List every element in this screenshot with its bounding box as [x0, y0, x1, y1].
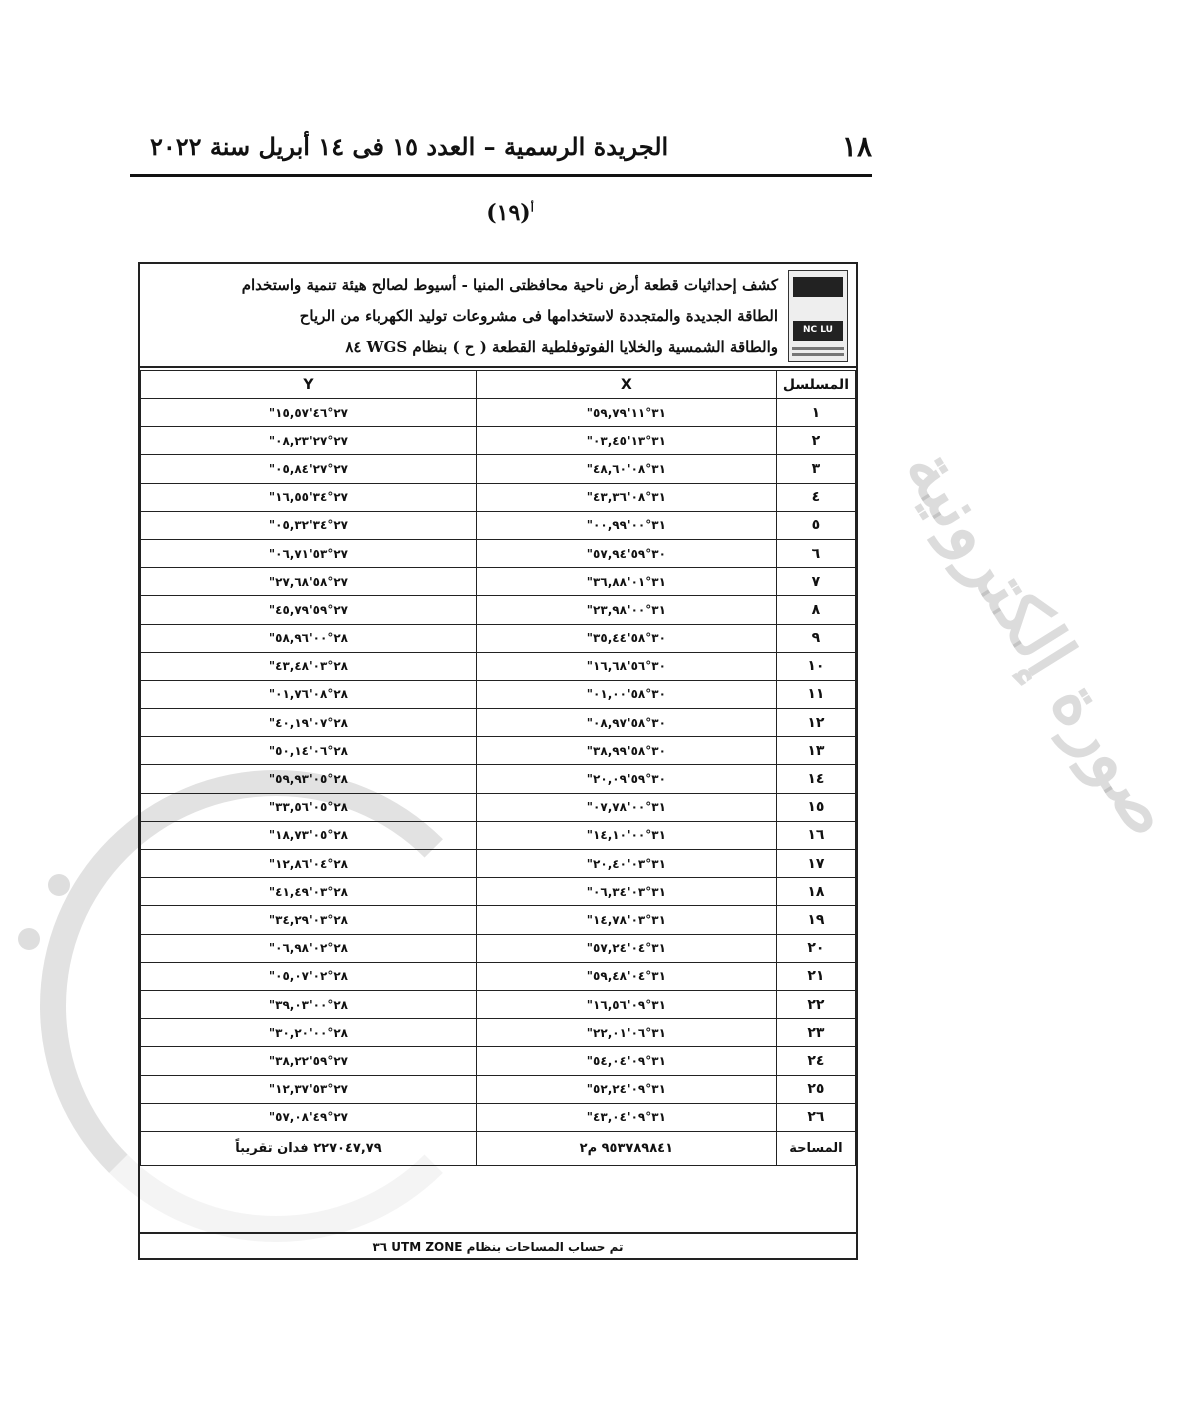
serial-cell: ١ [776, 399, 855, 427]
watermark-text: صورة إلكترونية [888, 432, 1193, 851]
nclu-logo [788, 270, 848, 362]
serial-cell: ٢٢ [776, 990, 855, 1018]
serial-cell: ١٣ [776, 737, 855, 765]
x-coordinate-cell: ٣٠°٥٨'٣٨,٩٩" [476, 737, 776, 765]
x-coordinate-cell: ٣١°٠٠'٢٣,٩٨" [476, 596, 776, 624]
serial-cell: ٥ [776, 511, 855, 539]
table-row [141, 455, 856, 483]
y-coordinate-cell: ٢٧°٢٧'٠٨,٢٣" [141, 427, 477, 455]
sheet-header [140, 264, 856, 368]
x-coordinate-cell: ٣١°٠٣'١٤,٧٨" [476, 906, 776, 934]
table-row [141, 765, 856, 793]
serial-cell: ٢١ [776, 962, 855, 990]
serial-cell: ٢٤ [776, 1047, 855, 1075]
y-coordinate-cell: ٢٨°٠٦'٥٠,١٤" [141, 737, 477, 765]
y-coordinate-cell: ٢٧°٤٦'١٥,٥٧" [141, 399, 477, 427]
column-header-serial: المسلسل [776, 371, 855, 399]
y-coordinate-cell: ٢٧°٣٤'٠٥,٣٢" [141, 511, 477, 539]
y-coordinate-cell: ٢٧°٢٧'٠٥,٨٤" [141, 455, 477, 483]
serial-cell: ٩ [776, 624, 855, 652]
x-coordinate-cell: ٣١°٠١'٣٦,٨٨" [476, 568, 776, 596]
y-coordinate-cell: ٢٧°٥٨'٢٧,٦٨" [141, 568, 477, 596]
x-coordinate-cell: ٣٠°٥٨'٠١,٠٠" [476, 680, 776, 708]
x-coordinate-cell: ٣١°٠٩'١٦,٥٦" [476, 990, 776, 1018]
page-number: ١٨ [841, 129, 872, 163]
area-square-meters: ٩٥٣٧٨٩٨٤١ م٢ [476, 1131, 776, 1165]
y-coordinate-cell: ٢٨°٠٤'١٢,٨٦" [141, 850, 477, 878]
table-row [141, 1047, 856, 1075]
y-coordinate-cell: ٢٧°٥٩'٤٥,٧٩" [141, 596, 477, 624]
serial-cell: ١٧ [776, 850, 855, 878]
coordinates-table [140, 370, 856, 1166]
annex-marker: أ [530, 201, 534, 215]
footnote: تم حساب المساحات بنظام UTM ZONE ٣٦ [140, 1232, 856, 1260]
x-coordinate-cell: ٣٠°٥٨'٣٥,٤٤" [476, 624, 776, 652]
serial-cell: ٦ [776, 539, 855, 567]
x-coordinate-cell: ٣١°٠٣'٠٦,٣٤" [476, 878, 776, 906]
table-row [141, 1075, 856, 1103]
serial-cell: ٤ [776, 483, 855, 511]
x-coordinate-cell: ٣١°٠٩'٤٣,٠٤" [476, 1103, 776, 1131]
x-coordinate-cell: ٣١°٠٠'١٤,١٠" [476, 821, 776, 849]
table-row [141, 1019, 856, 1047]
area-label: المساحة [776, 1131, 855, 1165]
table-row [141, 709, 856, 737]
sheet-title [148, 270, 778, 363]
y-coordinate-cell: ٢٨°٠٧'٤٠,١٩" [141, 709, 477, 737]
x-coordinate-cell: ٣١°٠٦'٢٢,٠١" [476, 1019, 776, 1047]
table-row [141, 821, 856, 849]
annex-label [470, 200, 550, 226]
table-row [141, 680, 856, 708]
sheet-title-line: الطاقة الجديدة والمتجددة لاستخدامها فى مشروعات توليد الكهرباء من الرياح [299, 307, 778, 325]
table-row [141, 652, 856, 680]
y-coordinate-cell: ٢٨°٠٠'٣٩,٠٣" [141, 990, 477, 1018]
y-coordinate-cell: ٢٨°٠٢'٠٥,٠٧" [141, 962, 477, 990]
x-coordinate-cell: ٣٠°٥٩'٥٧,٩٤" [476, 539, 776, 567]
y-coordinate-cell: ٢٧°٥٣'٠٦,٧١" [141, 539, 477, 567]
table-row [141, 878, 856, 906]
serial-cell: ٢٠ [776, 934, 855, 962]
serial-cell: ٢٣ [776, 1019, 855, 1047]
table-row [141, 568, 856, 596]
coordinates-sheet [138, 262, 858, 1260]
table-header-row [141, 371, 856, 399]
table-row [141, 962, 856, 990]
serial-cell: ٢٦ [776, 1103, 855, 1131]
x-coordinate-cell: ٣١°٠٠'٠٧,٧٨" [476, 793, 776, 821]
table-row [141, 990, 856, 1018]
area-feddan: ٢٢٧٠٤٧,٧٩ فدان تقريباً [141, 1131, 477, 1165]
annex-number: (١٩) [486, 200, 531, 226]
serial-cell: ١٥ [776, 793, 855, 821]
x-coordinate-cell: ٣١°١١'٥٩,٧٩" [476, 399, 776, 427]
watermark-dot [48, 874, 70, 896]
y-coordinate-cell: ٢٨°٠٣'٤٣,٤٨" [141, 652, 477, 680]
column-header-y: Y [141, 371, 477, 399]
serial-cell: ١٩ [776, 906, 855, 934]
x-coordinate-cell: ٣١°٠٣'٢٠,٤٠" [476, 850, 776, 878]
y-coordinate-cell: ٢٨°٠٥'١٨,٧٣" [141, 821, 477, 849]
table-row [141, 850, 856, 878]
y-coordinate-cell: ٢٨°٠٠'٥٨,٩٦" [141, 624, 477, 652]
serial-cell: ١١ [776, 680, 855, 708]
table-row [141, 399, 856, 427]
table-body [141, 399, 856, 1132]
serial-cell: ١٠ [776, 652, 855, 680]
logo-caption [792, 347, 844, 350]
y-coordinate-cell: ٢٨°٠٥'٥٩,٩٣" [141, 765, 477, 793]
x-coordinate-cell: ٣١°٠٤'٥٩,٤٨" [476, 962, 776, 990]
serial-cell: ١٨ [776, 878, 855, 906]
table-row [141, 427, 856, 455]
x-coordinate-cell: ٣١°٠٨'٤٣,٣٦" [476, 483, 776, 511]
y-coordinate-cell: ٢٨°٠٨'٠١,٧٦" [141, 680, 477, 708]
serial-cell: ٣ [776, 455, 855, 483]
table-row [141, 483, 856, 511]
serial-cell: ٧ [776, 568, 855, 596]
table-row [141, 624, 856, 652]
y-coordinate-cell: ٢٨°٠٣'٤١,٤٩" [141, 878, 477, 906]
logo-text: NC LU [803, 325, 833, 335]
serial-cell: ١٢ [776, 709, 855, 737]
table-row [141, 596, 856, 624]
logo-caption [792, 353, 844, 356]
y-coordinate-cell: ٢٧°٤٩'٥٧,٠٨" [141, 1103, 477, 1131]
x-coordinate-cell: ٣١°٠٨'٤٨,٦٠" [476, 455, 776, 483]
table-row [141, 737, 856, 765]
table-row [141, 934, 856, 962]
x-coordinate-cell: ٣١°٠٩'٥٤,٠٤" [476, 1047, 776, 1075]
serial-cell: ٨ [776, 596, 855, 624]
table-row [141, 539, 856, 567]
page-header [130, 118, 872, 177]
x-coordinate-cell: ٣١°٠٩'٥٢,٢٤" [476, 1075, 776, 1103]
table-row [141, 793, 856, 821]
logo-band [793, 277, 843, 297]
y-coordinate-cell: ٢٧°٥٣'١٢,٣٧" [141, 1075, 477, 1103]
y-coordinate-cell: ٢٧°٣٤'١٦,٥٥" [141, 483, 477, 511]
y-coordinate-cell: ٢٨°٠٠'٣٠,٢٠" [141, 1019, 477, 1047]
y-coordinate-cell: ٢٨°٠٢'٠٦,٩٨" [141, 934, 477, 962]
y-coordinate-cell: ٢٨°٠٣'٣٤,٢٩" [141, 906, 477, 934]
x-coordinate-cell: ٣٠°٥٩'٢٠,٠٩" [476, 765, 776, 793]
table-row [141, 511, 856, 539]
table-row [141, 906, 856, 934]
x-coordinate-cell: ٣١°٠٤'٥٧,٢٤" [476, 934, 776, 962]
table-row [141, 1103, 856, 1131]
x-coordinate-cell: ٣٠°٥٨'٠٨,٩٧" [476, 709, 776, 737]
sheet-title-line: كشف إحداثيات قطعة أرض ناحية محافظتى المنيا - أسيوط لصالح هيئة تنمية واستخدام [241, 276, 778, 294]
x-coordinate-cell: ٣٠°٥٦'١٦,٦٨" [476, 652, 776, 680]
serial-cell: ١٤ [776, 765, 855, 793]
column-header-x: X [476, 371, 776, 399]
serial-cell: ١٦ [776, 821, 855, 849]
serial-cell: ٢٥ [776, 1075, 855, 1103]
sheet-title-line: والطاقة الشمسية والخلايا الفوتوفلطية القطعة ( ح ) بنظام WGS ٨٤ [345, 338, 778, 356]
serial-cell: ٢ [776, 427, 855, 455]
x-coordinate-cell: ٣١°٠٠'٠٠,٩٩" [476, 511, 776, 539]
y-coordinate-cell: ٢٧°٥٩'٣٨,٢٢" [141, 1047, 477, 1075]
watermark-dot [18, 928, 40, 950]
issue-title: الجريدة الرسمية – العدد ١٥ فى ١٤ أبريل سنة ٢٠٢٢ [150, 131, 669, 161]
x-coordinate-cell: ٣١°١٣'٠٣,٤٥" [476, 427, 776, 455]
y-coordinate-cell: ٢٨°٠٥'٣٣,٥٦" [141, 793, 477, 821]
area-row [141, 1131, 856, 1165]
